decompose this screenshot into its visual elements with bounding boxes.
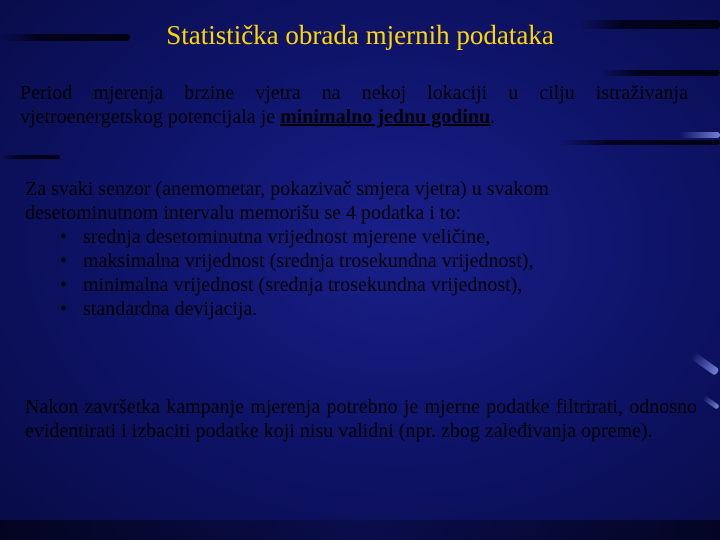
bullet-icon: • [60, 298, 68, 320]
intro-text: Period mjerenja brzine vjetra na nekoj lokaciji u cilju istraživanja vjetroenergetskog potencijala je [20, 82, 688, 128]
background-streak [0, 520, 720, 540]
sensors-lead: Za svaki senzor (anemometar, pokazivač smjera vjetra) u svakom desetominutnom intervalu memorišu se 4 podatka i to: [25, 178, 549, 224]
list-item-text: minimalna vrijednost (srednja trosekundna vrijednost), [83, 274, 523, 296]
background-highlight [702, 395, 720, 409]
intro-emphasis: minimalno jednu godinu [280, 106, 491, 128]
list-item-text: maksimalna vrijednost (srednja trosekundna vrijednost), [83, 250, 534, 272]
background-highlight [690, 352, 719, 376]
intro-end: . [490, 106, 496, 128]
list-item [25, 297, 677, 321]
list-item [25, 273, 677, 297]
intro-paragraph [20, 81, 688, 129]
background-streak [560, 140, 720, 145]
background-streak [600, 70, 720, 76]
sensors-paragraph [25, 177, 677, 321]
slide-title: Statistička obrada mjernih podataka [166, 20, 554, 50]
bullet-icon: • [60, 226, 68, 248]
bullet-icon: • [60, 250, 68, 272]
background-streak [0, 155, 60, 159]
sensor-values-list [25, 225, 677, 321]
closing-paragraph: Nakon završetka kampanje mjerenja potrebno je mjerne podatke filtrirati, odnosno evidentirati i izbaciti podatke koji nisu validni (npr. zbog zaleđivanja opreme). [25, 396, 697, 442]
list-item [25, 249, 677, 273]
list-item [25, 225, 677, 249]
background-highlight [680, 132, 720, 138]
list-item-text: standardna devijacija. [83, 298, 258, 320]
bullet-icon: • [60, 274, 68, 296]
list-item-text: srednja desetominutna vrijednost mjerene veličine, [83, 226, 491, 248]
